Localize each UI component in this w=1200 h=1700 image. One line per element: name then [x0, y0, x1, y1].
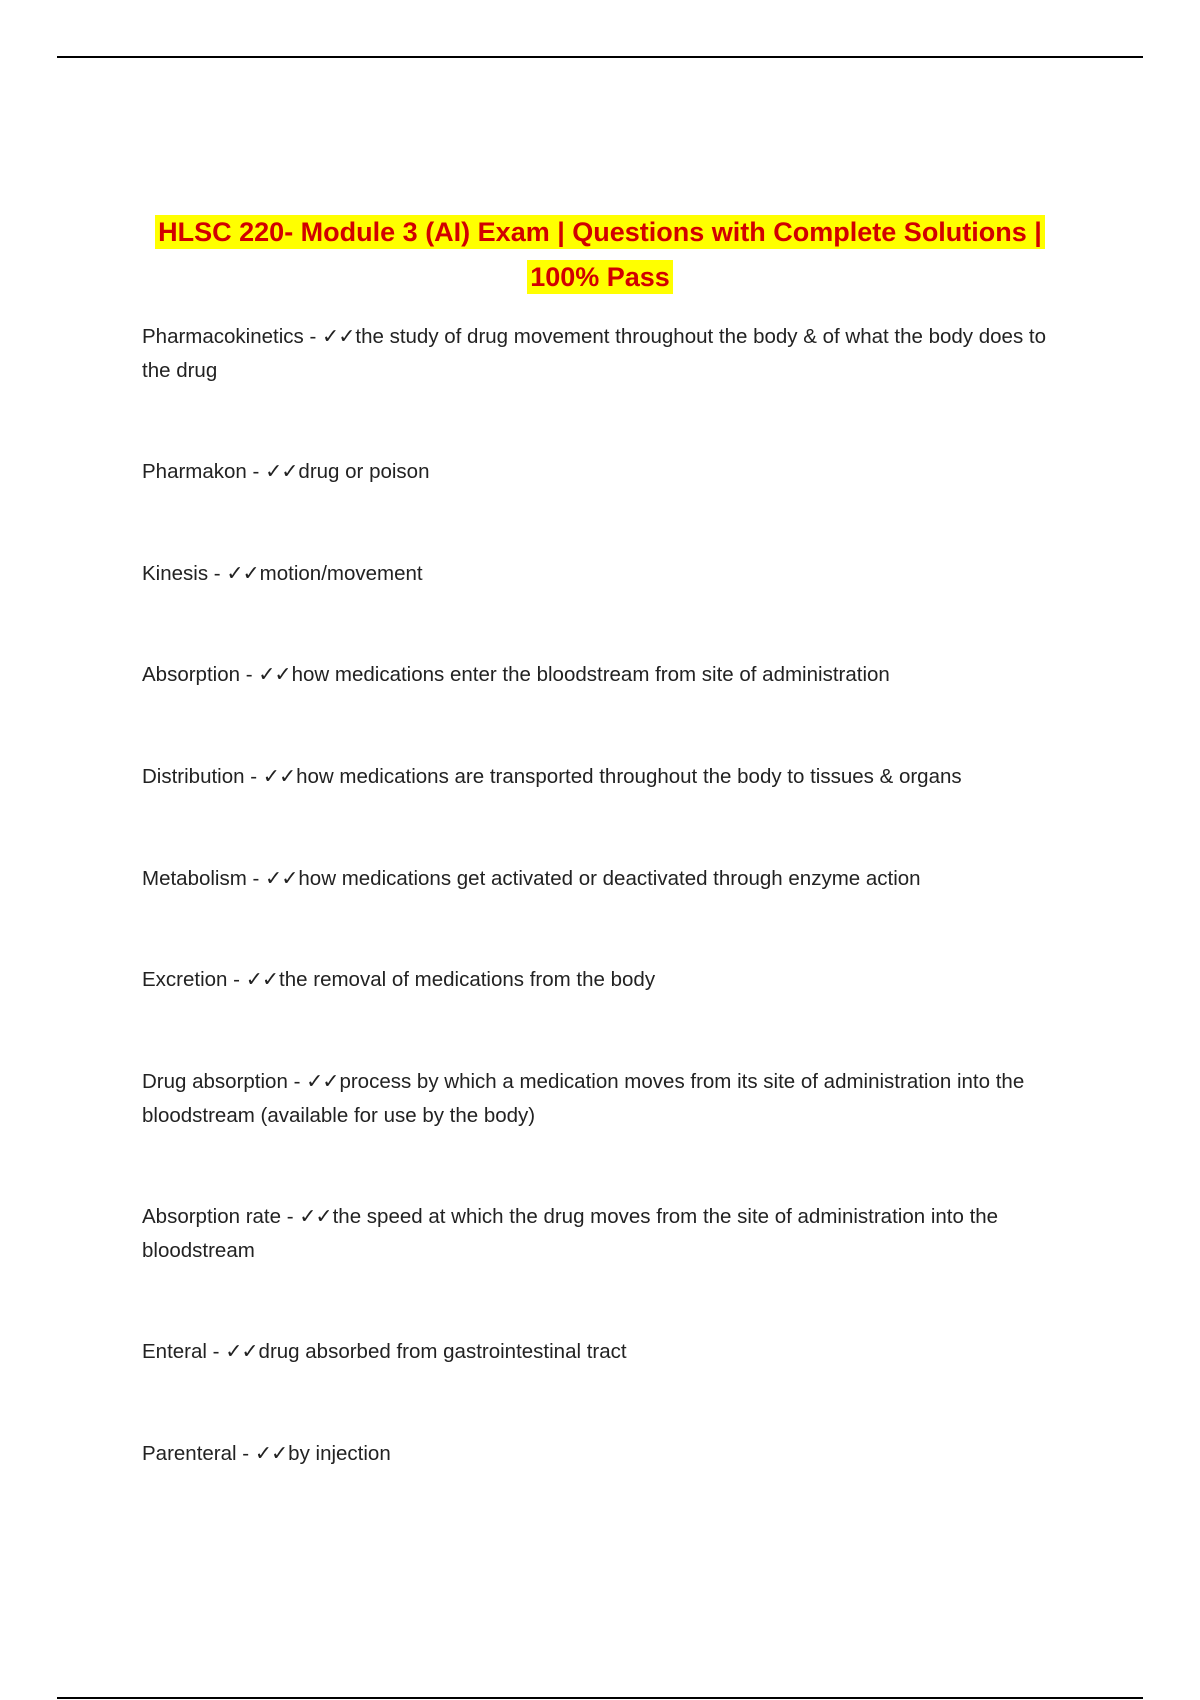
- document-title-text: HLSC 220- Module 3 (AI) Exam | Questions with Complete Solutions | 100% Pass: [155, 215, 1045, 294]
- entry-term: Pharmakon: [142, 460, 247, 483]
- entry-excretion: [142, 963, 1062, 997]
- entry-parenteral: [142, 1437, 1062, 1471]
- entry-term: Enteral: [142, 1340, 207, 1363]
- entry-absorption: [142, 658, 1062, 692]
- entry-term: Excretion: [142, 968, 228, 991]
- entry-definition: drug or poison: [298, 460, 430, 483]
- entry-separator: -: [206, 1340, 226, 1363]
- entry-definition: process by which a medication moves from its site of administration into the bloodstream (available for use by the body): [142, 1070, 1025, 1127]
- entry-distribution: [142, 760, 1062, 794]
- entry-term: Absorption: [142, 663, 241, 686]
- check-mark-icon: ✓✓: [262, 765, 296, 788]
- entry-absorption-rate: [142, 1200, 1062, 1268]
- check-mark-icon: ✓✓: [265, 460, 298, 483]
- entry-separator: -: [303, 325, 323, 348]
- entry-separator: -: [244, 765, 263, 788]
- entry-term: Pharmacokinetics: [142, 325, 304, 348]
- entry-term: Drug absorption: [142, 1070, 288, 1093]
- entry-separator: -: [246, 867, 266, 890]
- check-mark-icon: ✓✓: [254, 1442, 288, 1465]
- entry-enteral: [142, 1335, 1062, 1369]
- check-mark-icon: ✓✓: [226, 562, 259, 585]
- entry-separator: -: [246, 460, 266, 483]
- entry-term: Metabolism: [142, 867, 247, 890]
- entry-pharmacokinetics: [142, 320, 1062, 388]
- entry-term: Parenteral: [142, 1442, 237, 1465]
- entry-definition: drug absorbed from gastrointestinal tract: [258, 1340, 627, 1363]
- bottom-rule: [57, 1697, 1143, 1699]
- entry-definition: the speed at which the drug moves from the site of administration into the bloodstream: [142, 1205, 999, 1262]
- entry-separator: -: [287, 1070, 307, 1093]
- check-mark-icon: ✓✓: [225, 1340, 258, 1363]
- entry-definition: motion/movement: [259, 562, 423, 585]
- entry-term: Absorption rate: [142, 1205, 282, 1228]
- entry-separator: -: [281, 1205, 300, 1228]
- entry-separator: -: [236, 1442, 255, 1465]
- document-title: [140, 210, 1060, 300]
- entry-pharmakon: [142, 455, 1062, 489]
- entry-drug-absorption: [142, 1065, 1062, 1133]
- entry-definition: how medications are transported throughout the body to tissues & organs: [296, 765, 962, 788]
- entry-definition: the study of drug movement throughout the body & of what the body does to the drug: [142, 325, 1046, 382]
- entry-definition: how medications enter the bloodstream from site of administration: [291, 663, 890, 686]
- check-mark-icon: ✓✓: [265, 867, 298, 890]
- entry-definition: by injection: [288, 1442, 391, 1465]
- entry-separator: -: [240, 663, 259, 686]
- entry-kinesis: [142, 557, 1062, 591]
- check-mark-icon: ✓✓: [322, 325, 355, 348]
- entry-term: Distribution: [142, 765, 245, 788]
- entry-definition: how medications get activated or deactivated through enzyme action: [298, 867, 921, 890]
- check-mark-icon: ✓✓: [245, 968, 279, 991]
- entry-definition: the removal of medications from the body: [279, 968, 656, 991]
- check-mark-icon: ✓✓: [299, 1205, 332, 1228]
- entry-metabolism: [142, 862, 1062, 896]
- entry-term: Kinesis: [142, 562, 209, 585]
- check-mark-icon: ✓✓: [258, 663, 291, 686]
- entry-separator: -: [208, 562, 227, 585]
- entry-separator: -: [227, 968, 246, 991]
- top-rule: [57, 56, 1143, 58]
- check-mark-icon: ✓✓: [306, 1070, 339, 1093]
